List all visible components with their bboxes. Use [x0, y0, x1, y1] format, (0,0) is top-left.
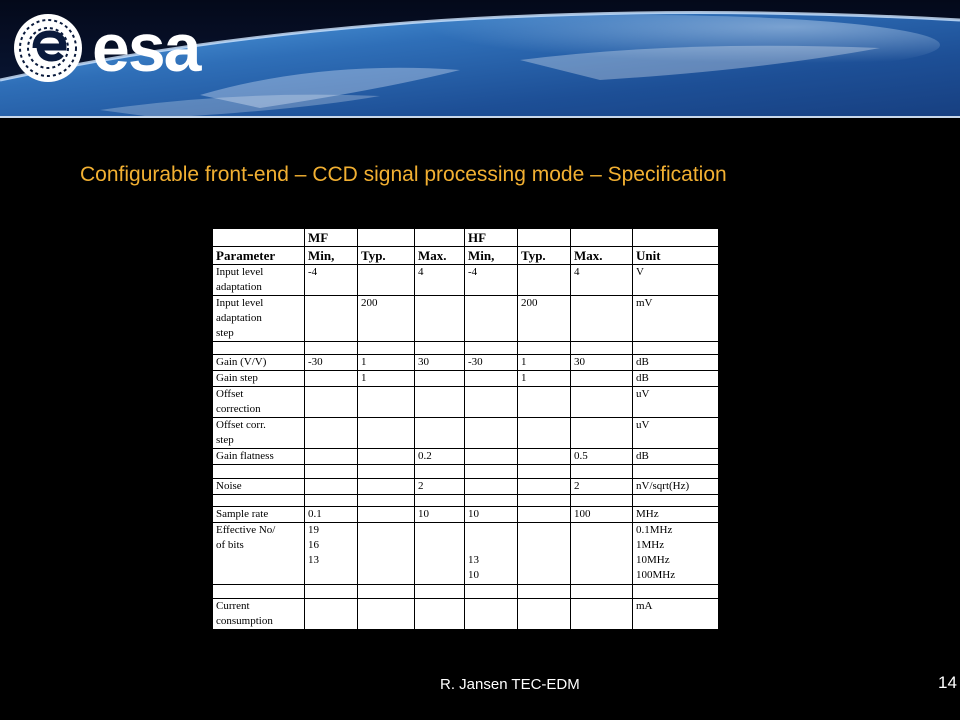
table-cell	[213, 229, 305, 247]
table-cell	[518, 523, 571, 585]
table-row	[213, 418, 719, 449]
table-cell: Typ.	[518, 247, 571, 265]
table-cell: -4	[465, 265, 518, 296]
table-cell	[415, 342, 465, 355]
column-header-row	[213, 247, 719, 265]
table-cell: 200	[358, 296, 415, 342]
table-row	[213, 355, 719, 371]
table-cell	[465, 599, 518, 630]
table-cell: Current consumption	[213, 599, 305, 630]
table-cell	[571, 342, 633, 355]
table-cell: Gain step	[213, 371, 305, 387]
table-cell	[465, 342, 518, 355]
table-cell	[213, 495, 305, 507]
esa-logo-emblem	[14, 14, 82, 82]
table-cell	[465, 449, 518, 465]
table-cell: dB	[633, 355, 719, 371]
table-cell	[213, 465, 305, 479]
table-cell: 4	[415, 265, 465, 296]
table-row	[213, 599, 719, 630]
table-cell	[571, 495, 633, 507]
table-cell: Offset correction	[213, 387, 305, 418]
table-cell: MF	[305, 229, 358, 247]
table-cell	[415, 523, 465, 585]
table-cell: 0.1	[305, 507, 358, 523]
table-cell	[571, 387, 633, 418]
table-cell	[465, 418, 518, 449]
table-cell	[465, 465, 518, 479]
table-cell	[571, 371, 633, 387]
table-cell	[358, 507, 415, 523]
table-cell: Unit	[633, 247, 719, 265]
table-cell	[465, 585, 518, 599]
table-cell: mA	[633, 599, 719, 630]
table-row	[213, 371, 719, 387]
table-cell: Parameter	[213, 247, 305, 265]
table-cell: Min,	[305, 247, 358, 265]
table-cell: Input level adaptation	[213, 265, 305, 296]
table-cell	[305, 296, 358, 342]
specification-table	[212, 228, 719, 630]
table-cell	[518, 507, 571, 523]
table-cell: MHz	[633, 507, 719, 523]
table-cell: 13 10	[465, 523, 518, 585]
table-cell	[358, 599, 415, 630]
table-cell: Input level adaptation step	[213, 296, 305, 342]
table-cell	[633, 495, 719, 507]
table-cell	[358, 479, 415, 495]
table-cell	[633, 342, 719, 355]
table-cell: dB	[633, 371, 719, 387]
table-cell	[518, 342, 571, 355]
table-cell	[633, 585, 719, 599]
table-cell: Min,	[465, 247, 518, 265]
table-cell: HF	[465, 229, 518, 247]
table-cell	[518, 495, 571, 507]
table-cell	[358, 523, 415, 585]
table-row	[213, 523, 719, 585]
table-cell: 2	[415, 479, 465, 495]
slide-title: Configurable front-end – CCD signal processing mode – Specification	[80, 163, 727, 186]
table-cell: 100	[571, 507, 633, 523]
table-cell	[305, 479, 358, 495]
table-cell: 4	[571, 265, 633, 296]
table-cell: 1	[358, 371, 415, 387]
table-cell	[358, 495, 415, 507]
table-cell: Max.	[571, 247, 633, 265]
table-cell: 30	[415, 355, 465, 371]
table-cell	[358, 342, 415, 355]
table-cell	[305, 599, 358, 630]
table-cell	[465, 479, 518, 495]
table-cell	[358, 465, 415, 479]
table-cell	[305, 342, 358, 355]
table-cell: Typ.	[358, 247, 415, 265]
table-cell	[415, 296, 465, 342]
table-cell	[305, 465, 358, 479]
table-cell	[305, 418, 358, 449]
table-cell	[415, 599, 465, 630]
table-cell: 0.5	[571, 449, 633, 465]
table-cell: -30	[305, 355, 358, 371]
table-cell	[415, 418, 465, 449]
table-cell: V	[633, 265, 719, 296]
table-row	[213, 449, 719, 465]
table-cell	[571, 229, 633, 247]
table-cell	[465, 495, 518, 507]
table-cell	[358, 418, 415, 449]
table-cell: Max.	[415, 247, 465, 265]
table-cell: -4	[305, 265, 358, 296]
table-cell	[518, 599, 571, 630]
table-cell: Gain (V/V)	[213, 355, 305, 371]
table-row	[213, 387, 719, 418]
table-cell	[305, 449, 358, 465]
table-cell	[465, 296, 518, 342]
table-cell	[571, 585, 633, 599]
table-row	[213, 296, 719, 342]
table-cell	[415, 585, 465, 599]
table-cell	[213, 342, 305, 355]
table-cell	[571, 418, 633, 449]
table-cell: Gain flatness	[213, 449, 305, 465]
table-cell: nV/sqrt(Hz)	[633, 479, 719, 495]
table-cell: Effective No/ of bits	[213, 523, 305, 585]
table-cell	[415, 229, 465, 247]
table-cell	[571, 296, 633, 342]
table-cell	[305, 371, 358, 387]
table-cell	[518, 265, 571, 296]
table-cell	[305, 495, 358, 507]
table-cell	[571, 599, 633, 630]
esa-logo-text: esa	[92, 10, 200, 86]
table-row	[213, 342, 719, 355]
table-cell	[518, 387, 571, 418]
table-cell	[571, 465, 633, 479]
table-row	[213, 507, 719, 523]
table-cell	[415, 495, 465, 507]
table-cell	[305, 585, 358, 599]
table-cell	[518, 465, 571, 479]
table-cell	[518, 585, 571, 599]
table-cell	[358, 585, 415, 599]
table-cell: -30	[465, 355, 518, 371]
table-cell: uV	[633, 418, 719, 449]
table-row	[213, 585, 719, 599]
table-cell	[415, 371, 465, 387]
table-cell: uV	[633, 387, 719, 418]
table-cell	[358, 449, 415, 465]
table-cell	[415, 465, 465, 479]
table-cell	[465, 371, 518, 387]
table-cell	[633, 465, 719, 479]
table-cell	[518, 418, 571, 449]
table-cell	[518, 479, 571, 495]
table-row	[213, 495, 719, 507]
table-cell	[633, 229, 719, 247]
table-cell	[358, 229, 415, 247]
slide-footer: R. Jansen TEC-EDM	[440, 676, 580, 693]
table-cell: Noise	[213, 479, 305, 495]
table-cell: 1	[518, 355, 571, 371]
table-cell: 10	[465, 507, 518, 523]
table-cell	[213, 585, 305, 599]
table-cell: 0.2	[415, 449, 465, 465]
earth-banner	[0, 0, 960, 118]
table-cell: 1	[358, 355, 415, 371]
table-row	[213, 479, 719, 495]
table-cell	[465, 387, 518, 418]
table-cell	[358, 265, 415, 296]
table-cell	[571, 523, 633, 585]
table-cell: 200	[518, 296, 571, 342]
table-cell: 1	[518, 371, 571, 387]
table-cell: 2	[571, 479, 633, 495]
table-cell: 0.1MHz 1MHz 10MHz 100MHz	[633, 523, 719, 585]
table-cell: mV	[633, 296, 719, 342]
table-cell	[518, 229, 571, 247]
table-cell	[358, 387, 415, 418]
table-cell: Offset corr. step	[213, 418, 305, 449]
table-cell	[415, 387, 465, 418]
table-row	[213, 465, 719, 479]
table-cell	[518, 449, 571, 465]
table-cell: 10	[415, 507, 465, 523]
table-cell: 30	[571, 355, 633, 371]
table-cell	[305, 387, 358, 418]
table-row	[213, 265, 719, 296]
table-cell: Sample rate	[213, 507, 305, 523]
table-cell: dB	[633, 449, 719, 465]
group-header-row	[213, 229, 719, 247]
page-number: 14	[938, 673, 957, 692]
table-cell: 19 16 13	[305, 523, 358, 585]
